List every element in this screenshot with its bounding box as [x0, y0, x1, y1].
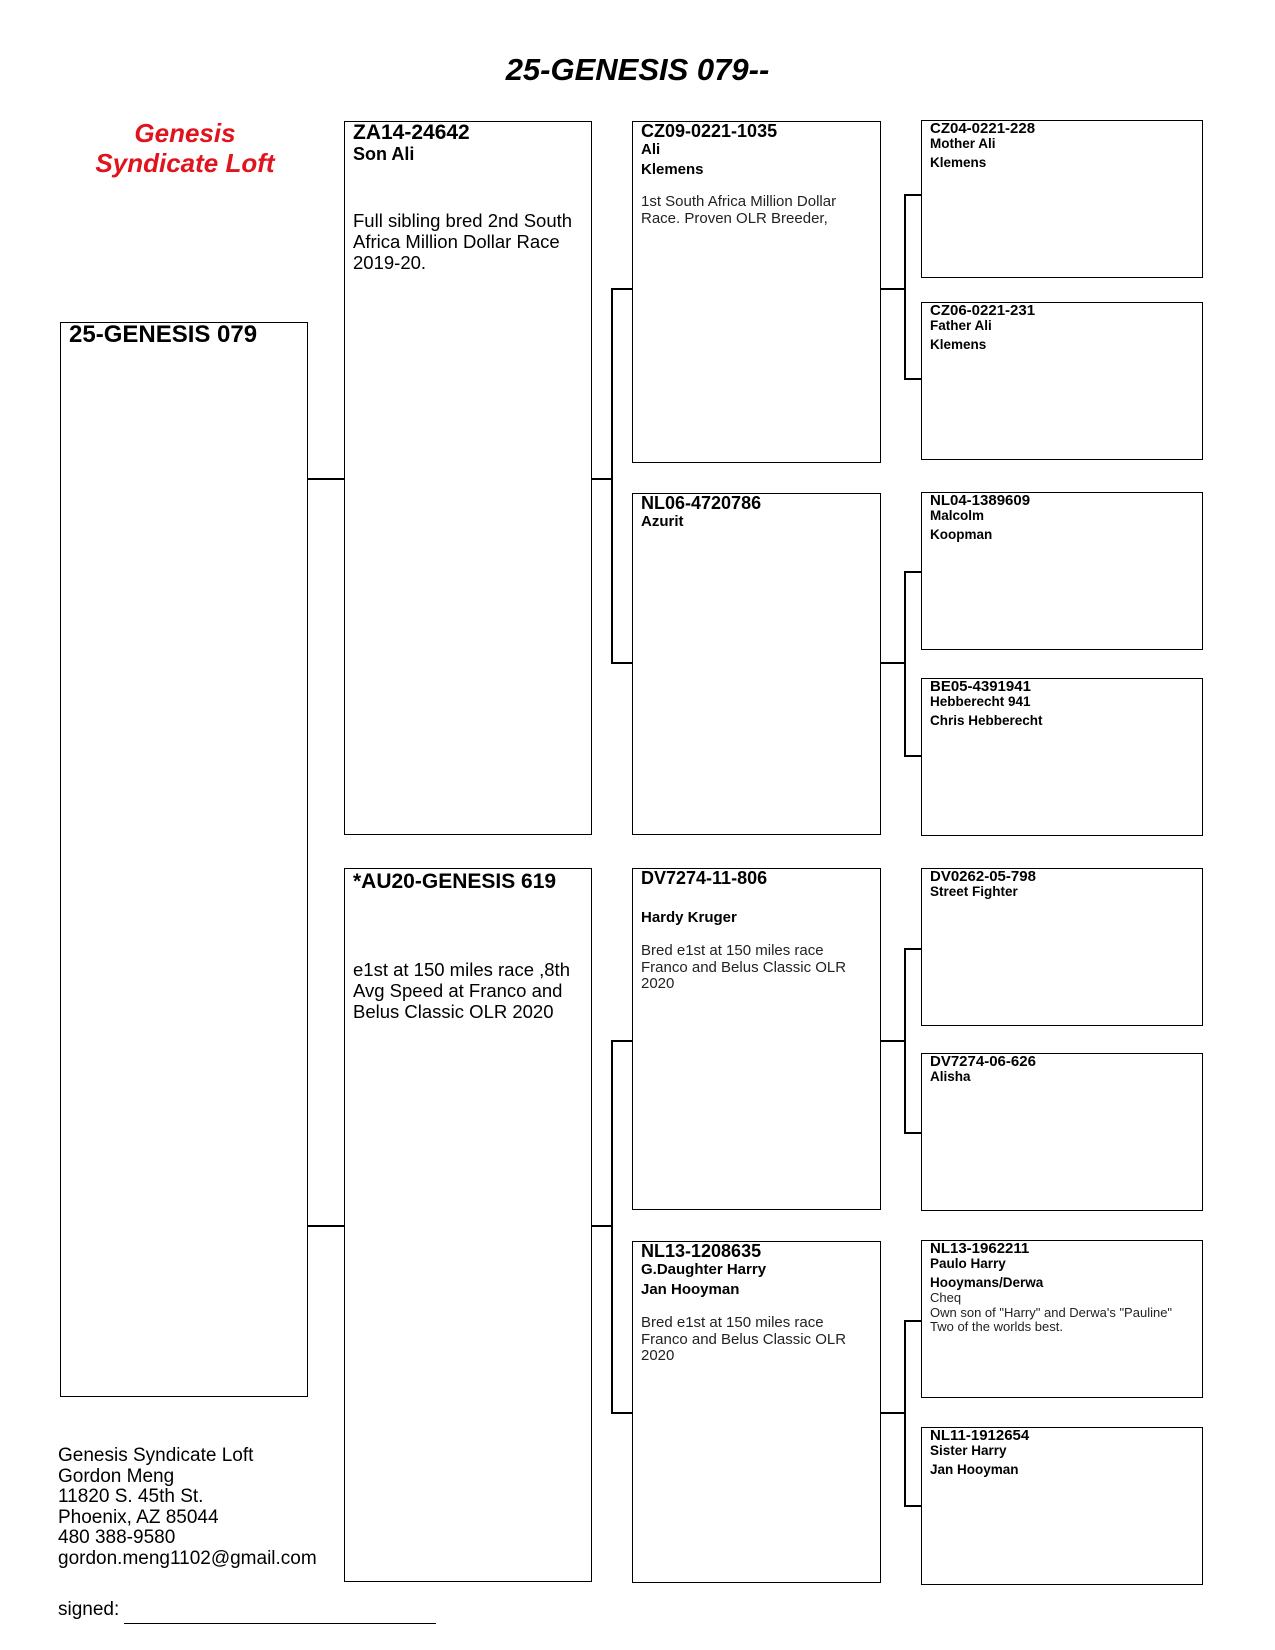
sds-ring: NL04-1389609 — [930, 492, 1031, 509]
subject-ring: 25-GENESIS 079 — [69, 322, 258, 348]
connector — [904, 1320, 906, 1507]
connector — [881, 1412, 906, 1414]
ddd-box — [921, 1427, 1203, 1585]
sire-sire-description: 1st South Africa Million Dollar Race. Proven OLR Breeder, — [641, 193, 837, 227]
sss-box — [921, 120, 1203, 278]
connector — [308, 1225, 344, 1227]
ddd-name: Sister Harry — [930, 1443, 1007, 1458]
connector — [904, 378, 921, 380]
subject-box — [60, 322, 308, 1397]
dds-breeder: Hooymans/Derwa — [930, 1275, 1044, 1290]
connector — [904, 755, 921, 757]
connector — [904, 194, 906, 380]
connector — [904, 571, 921, 573]
ssd-ring: CZ06-0221-231 — [930, 302, 1036, 319]
sire-dam-ring: NL06-4720786 — [641, 493, 762, 513]
sds-box — [921, 492, 1203, 650]
dam-box — [344, 868, 592, 1582]
sire-dam-box — [632, 493, 881, 835]
sire-name: Son Ali — [353, 144, 415, 164]
connector — [308, 478, 344, 480]
connector — [611, 1412, 632, 1414]
dds-ring: NL13-1962211 — [930, 1240, 1030, 1257]
sss-ring: CZ04-0221-228 — [930, 120, 1036, 137]
contact-loft: Genesis Syndicate Loft — [58, 1445, 254, 1466]
connector — [611, 288, 632, 290]
ssd-breeder: Klemens — [930, 337, 987, 352]
sire-dam-name: Azurit — [641, 513, 684, 530]
sire-sire-box — [632, 121, 881, 463]
connector — [611, 1040, 632, 1042]
contact-phone: 480 388-9580 — [58, 1527, 176, 1548]
connector — [904, 1132, 921, 1134]
dsd-ring: DV7274-06-626 — [930, 1053, 1036, 1070]
connector — [592, 1225, 612, 1227]
dam-sire-description: Bred e1st at 150 miles race Franco and Belus Classic OLR 2020 — [641, 942, 847, 992]
sdd-name: Hebberecht 941 — [930, 694, 1031, 709]
dds-box — [921, 1240, 1203, 1398]
sdd-breeder: Chris Hebberecht — [930, 713, 1043, 728]
connector — [904, 948, 906, 1134]
loft-name-line1: Genesis — [134, 118, 236, 148]
connector — [611, 662, 632, 664]
dds-name: Paulo Harry — [930, 1256, 1006, 1271]
dam-dam-ring: NL13-1208635 — [641, 1241, 762, 1261]
dam-sire-ring: DV7274-11-806 — [641, 868, 768, 888]
contact-email: gordon.meng1102@gmail.com — [58, 1547, 317, 1569]
dam-dam-breeder: Jan Hooyman — [641, 1281, 740, 1298]
contact-owner: Gordon Meng — [58, 1465, 175, 1487]
connector — [881, 662, 906, 664]
ddd-breeder: Jan Hooyman — [930, 1462, 1019, 1477]
connector — [904, 1320, 921, 1322]
sds-breeder: Koopman — [930, 527, 993, 542]
connector — [881, 288, 906, 290]
dam-sire-breeder: Hardy Kruger — [641, 909, 737, 926]
dam-dam-description: Bred e1st at 150 miles race Franco and Belus Classic OLR 2020 — [641, 1314, 847, 1364]
connector — [592, 478, 612, 480]
sire-ring: ZA14-24642 — [353, 121, 470, 144]
sss-name: Mother Ali — [930, 136, 996, 151]
sdd-box — [921, 678, 1203, 836]
dss-name: Street Fighter — [930, 884, 1018, 899]
signature-line[interactable] — [124, 1623, 436, 1624]
ssd-box — [921, 302, 1203, 460]
sire-description: Full sibling bred 2nd South Africa Million Dollar Race 2019-20. — [353, 210, 573, 273]
dds-description: Cheq Own son of "Harry" and Derwa's "Pauline" Two of the worlds best. — [930, 1290, 1173, 1334]
sire-sire-breeder: Klemens — [641, 161, 704, 178]
page-title: 25-GENESIS 079-- — [505, 52, 770, 87]
ssd-name: Father Ali — [930, 318, 992, 333]
dam-sire-box — [632, 868, 881, 1210]
sire-sire-name: Ali — [641, 141, 661, 158]
connector — [904, 1505, 921, 1507]
dsd-name: Alisha — [930, 1069, 971, 1084]
dsd-box — [921, 1053, 1203, 1211]
connector — [611, 1040, 613, 1414]
signed-label: signed: — [58, 1599, 120, 1620]
dam-ring: *AU20-GENESIS 619 — [353, 870, 557, 893]
sire-box — [344, 121, 592, 835]
dam-description: e1st at 150 miles race ,8th Avg Speed at Franco and Belus Classic OLR 2020 — [353, 959, 570, 1022]
contact-block — [58, 1446, 317, 1569]
contact-street: 11820 S. 45th St. — [58, 1486, 204, 1507]
ddd-ring: NL11-1912654 — [930, 1427, 1030, 1444]
loft-name-line2: Syndicate Loft — [95, 148, 275, 178]
sds-name: Malcolm — [930, 508, 985, 523]
sire-sire-ring: CZ09-0221-1035 — [641, 121, 778, 141]
connector — [881, 1040, 906, 1042]
connector — [904, 194, 921, 196]
sss-breeder: Klemens — [930, 155, 987, 170]
dam-dam-box — [632, 1241, 881, 1583]
connector — [904, 571, 906, 757]
connector — [611, 288, 613, 664]
loft-name — [70, 118, 300, 178]
sdd-ring: BE05-4391941 — [930, 678, 1031, 695]
connector — [904, 948, 921, 950]
contact-city: Phoenix, AZ 85044 — [58, 1506, 219, 1528]
dam-dam-name: G.Daughter Harry — [641, 1261, 767, 1278]
dss-ring: DV0262-05-798 — [930, 868, 1036, 885]
dss-box — [921, 868, 1203, 1026]
